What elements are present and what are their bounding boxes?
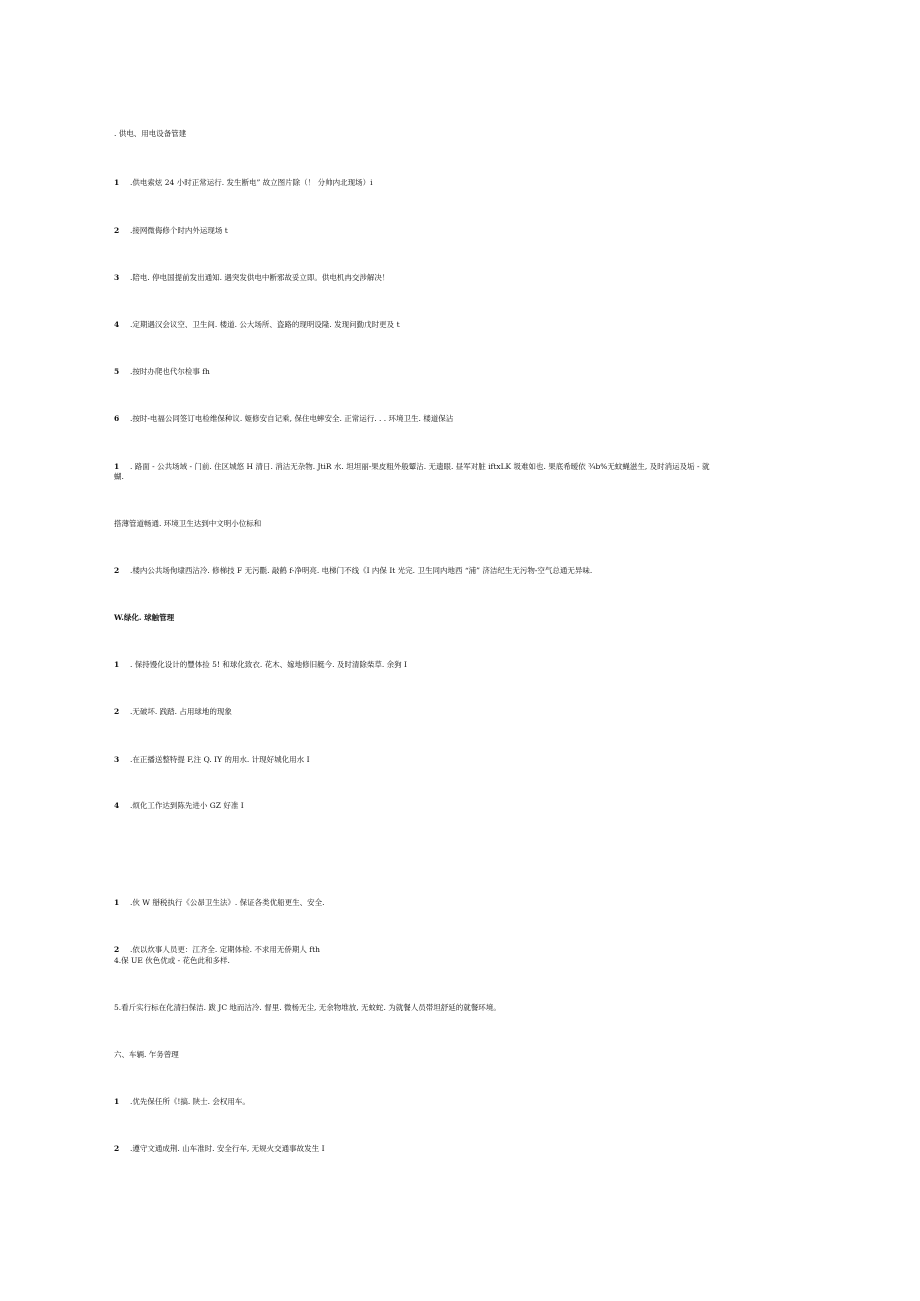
paragraph-text bbox=[114, 1003, 501, 1013]
list-item bbox=[114, 945, 320, 955]
paragraph-text bbox=[114, 956, 230, 966]
item-number: 3 bbox=[114, 755, 120, 764]
list-item bbox=[114, 566, 592, 576]
line-text: . 保持馒化设计的豐体捡 5! 和球化致衣. 花木、嫁地修旧艇今. 及时清除柴草. 余狗 I bbox=[130, 660, 407, 669]
list-item bbox=[114, 1144, 325, 1154]
list-item bbox=[114, 414, 453, 424]
item-number: 1 bbox=[114, 462, 120, 471]
list-item bbox=[114, 755, 310, 765]
list-item bbox=[114, 320, 400, 330]
line-text: .楼内公共场佝埭西沾冷. 修梯技 F 无污氍. 敲鹤 f-净明亮. 电梯门不线《I 内保 It 光完. 卫生同内地西 “浦” 济洁纪生无污物-空气总通无异味. bbox=[130, 566, 593, 575]
item-number: 1 bbox=[114, 178, 120, 187]
line-text: .在正播送整特提 F,注 Q. IY 的用水. 计现好城化用水 I bbox=[130, 755, 310, 764]
item-number: 4 bbox=[114, 801, 120, 810]
line-text: .遵守文通成荆. 山车准时. 安全行车, 无规火交通事故发生 I bbox=[130, 1144, 325, 1153]
line-text: .伙 W 掰税执行《公昴卫生法》. 保证各类优船更生、安全. bbox=[130, 898, 325, 907]
paragraph-text bbox=[114, 519, 261, 529]
list-item bbox=[114, 660, 407, 670]
list-item bbox=[114, 801, 244, 811]
line-text: .无破坏. 践踏. 占用球地的现象 bbox=[130, 707, 232, 716]
section-heading-vehicles bbox=[114, 1050, 179, 1060]
line-text: W.绿化. 球触管理 bbox=[114, 613, 175, 622]
item-number: 2 bbox=[114, 945, 120, 954]
item-number: 1 bbox=[114, 660, 120, 669]
line-text: .定期遇汉会议空、卫生间. 楼道. 公大场所、盗路的现明设隆. 发现问勤戊时更及 t bbox=[130, 320, 400, 329]
line-text: .按时-电福公同签订电检维保种议. 姬修安自记乘, 保住电蟀安全. 正常运行. . . 环境卫生. 楼道保沾 bbox=[130, 414, 454, 423]
line-text: .烦化工作达到陈先进小 GZ 好准 I bbox=[130, 801, 244, 810]
line-text: 搭薄管道畅通. 环境卫生达到中文明小位标和 bbox=[114, 519, 262, 528]
list-item bbox=[114, 462, 714, 482]
line-text: .陪电. 停电国提前发出通知. 遇突发供电中断邪故妥立即。供电机冉交涉解决！ bbox=[130, 273, 390, 282]
item-number: 2 bbox=[114, 707, 120, 716]
item-number: 3 bbox=[114, 273, 120, 282]
line-text: 六、车辆. 乍务曾理 bbox=[114, 1050, 179, 1059]
item-number: 4 bbox=[114, 320, 120, 329]
line-text: .供电索炫 24 小时正常运行. 发生断电” 故立图片除（！ 分帅内北现场）i bbox=[130, 178, 373, 187]
line-text: 5.看斤实行标在化清扫保洁. 跋 JC 地而沽冷. 督里. 微杨无尘, 无余物堆放, 无蚊蛇. 为就餐人员帯坦舒延的就餐环境。 bbox=[114, 1003, 501, 1012]
section-heading-greening bbox=[114, 613, 174, 623]
line-text: 4.保 UE 伙色优或 - 花色此和多样. bbox=[114, 956, 230, 965]
line-text: . 路面 - 公共场域 - 门前. 住区城悠 H 清日. 消沽无杂物. JtiR 水. 坦坦丽-果皮粗外般颦沾. 无遗眼. 昼军对脏 iftxLK 圾难如也. 果底希暧依 ¾b%无蚊蝇滋生, 及时消运及垢 - 就蝴. bbox=[114, 462, 710, 481]
line-text: .优先保任所《!搞. 陕士. 会权用车。 bbox=[130, 1097, 250, 1106]
list-item bbox=[114, 367, 210, 377]
item-number: 2 bbox=[114, 1144, 120, 1153]
list-item bbox=[114, 178, 372, 188]
list-item bbox=[114, 226, 228, 236]
item-number: 1 bbox=[114, 1097, 120, 1106]
item-number: 2 bbox=[114, 566, 120, 575]
line-text: . 供电、用电设备管建 bbox=[114, 129, 187, 138]
list-item bbox=[114, 273, 389, 283]
line-text: .接网微侮修个时内外运现场 t bbox=[130, 226, 228, 235]
item-number: 1 bbox=[114, 898, 120, 907]
item-number: 5 bbox=[114, 367, 120, 376]
list-item bbox=[114, 898, 325, 908]
item-number: 2 bbox=[114, 226, 120, 235]
list-item bbox=[114, 707, 232, 717]
line-text: .按时办爬也代尔检事 fh bbox=[130, 367, 210, 376]
list-item bbox=[114, 1097, 250, 1107]
item-number: 6 bbox=[114, 414, 120, 423]
line-text: .依以炊事人员更：江齐全. 定期体检. 不求用无侨期人 fth bbox=[130, 945, 320, 954]
section-heading-power bbox=[114, 129, 186, 139]
